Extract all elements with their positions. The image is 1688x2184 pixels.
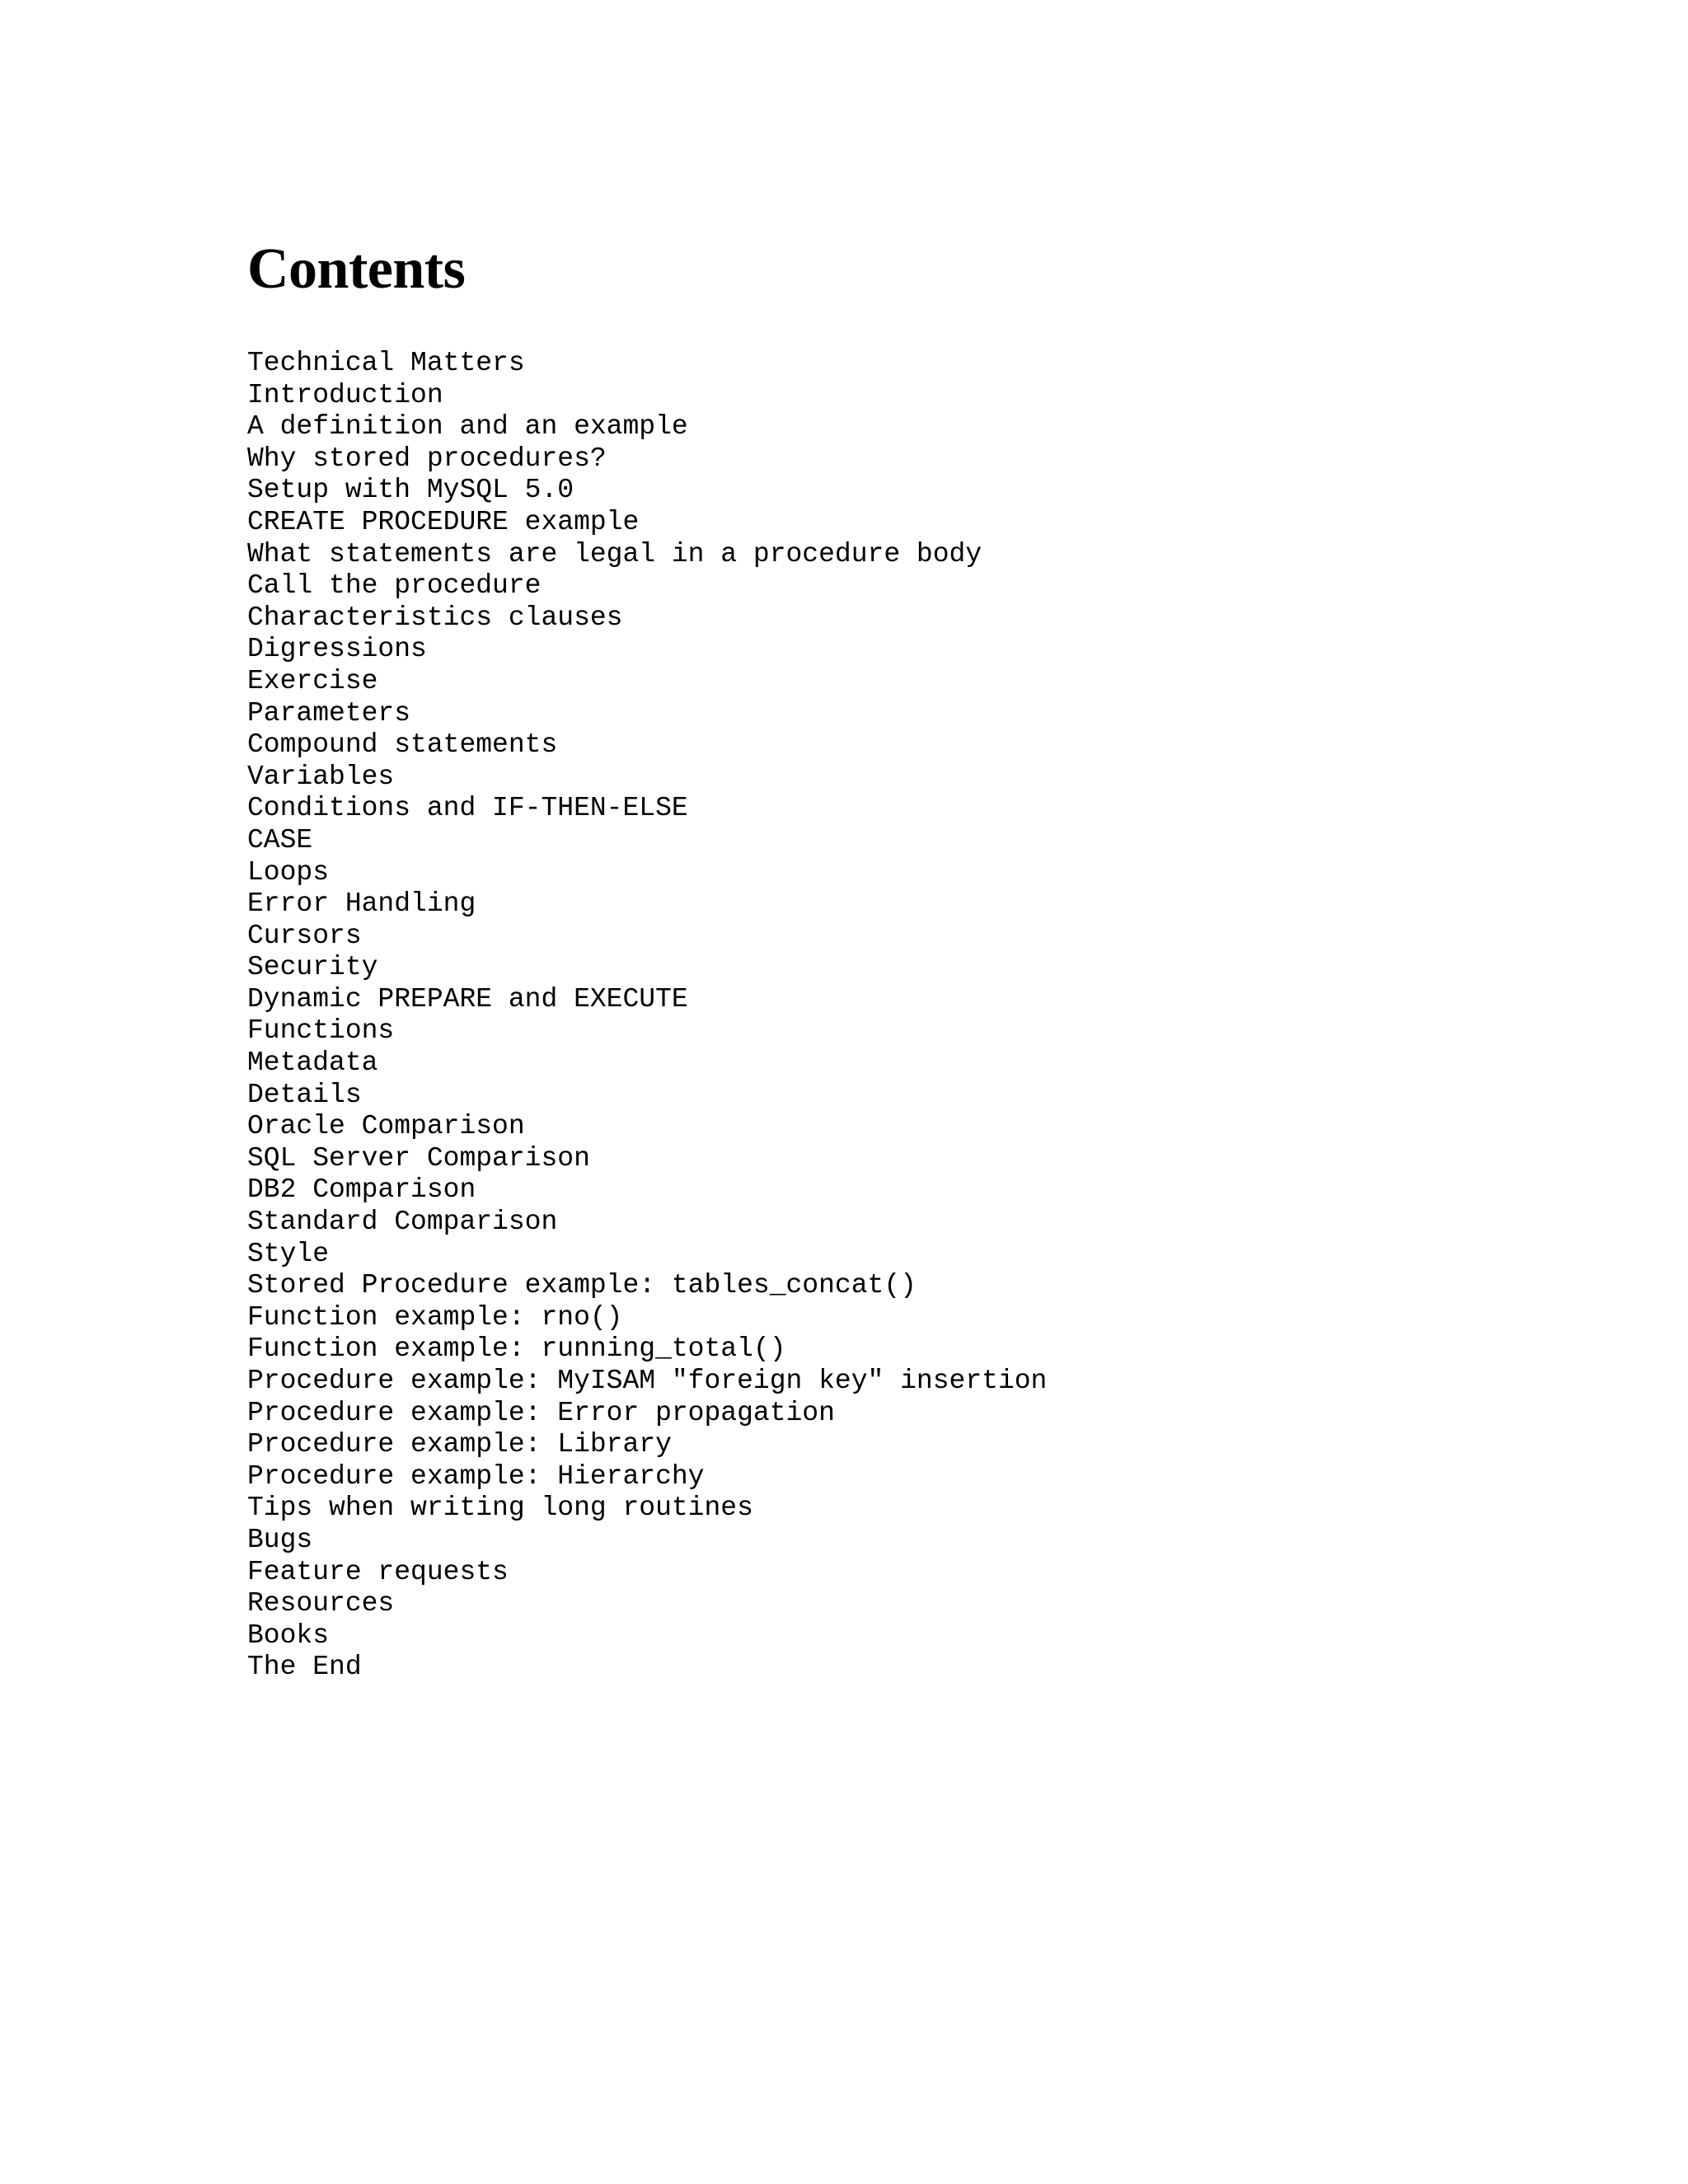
toc-item[interactable]: Cursors <box>247 920 362 951</box>
table-of-contents <box>247 348 1047 1684</box>
toc-item[interactable]: Function example: rno() <box>247 1301 623 1333</box>
toc-item[interactable]: Dynamic PREPARE and EXECUTE <box>247 983 688 1015</box>
toc-item[interactable]: Books <box>247 1619 330 1651</box>
toc-item[interactable]: The End <box>247 1652 362 1683</box>
toc-item[interactable]: Functions <box>247 1015 395 1047</box>
toc-item[interactable]: Bugs <box>247 1524 313 1555</box>
toc-item[interactable]: A definition and an example <box>247 411 688 443</box>
toc-item[interactable]: Feature requests <box>247 1556 509 1587</box>
toc-item[interactable]: SQL Server Comparison <box>247 1142 590 1174</box>
toc-item[interactable]: Stored Procedure example: tables_concat() <box>247 1270 917 1301</box>
toc-item[interactable]: Introduction <box>247 379 443 410</box>
toc-item[interactable]: Details <box>247 1079 362 1110</box>
toc-item[interactable]: Technical Matters <box>247 348 525 378</box>
toc-item[interactable]: DB2 Comparison <box>247 1174 476 1206</box>
toc-item[interactable]: Security <box>247 952 378 983</box>
toc-item[interactable]: CASE <box>247 824 313 855</box>
toc-item[interactable]: Digressions <box>247 634 427 665</box>
toc-item[interactable]: Standard Comparison <box>247 1207 558 1238</box>
toc-item[interactable]: Procedure example: Error propagation <box>247 1397 835 1428</box>
page-title: Contents <box>247 237 466 301</box>
toc-item[interactable]: Tips when writing long routines <box>247 1493 753 1524</box>
toc-item[interactable]: Why stored procedures? <box>247 443 607 474</box>
toc-item[interactable]: Metadata <box>247 1047 378 1079</box>
toc-item[interactable]: Exercise <box>247 665 378 696</box>
toc-item[interactable]: Conditions and IF-THEN-ELSE <box>247 793 688 824</box>
toc-item[interactable]: Loops <box>247 856 330 888</box>
toc-item[interactable]: Procedure example: Hierarchy <box>247 1460 705 1492</box>
toc-item[interactable]: Error Handling <box>247 888 476 920</box>
toc-item[interactable]: Function example: running_total() <box>247 1333 786 1365</box>
toc-item[interactable]: Characteristics clauses <box>247 602 623 633</box>
toc-item[interactable]: Procedure example: MyISAM "foreign key" insertion <box>247 1366 1048 1396</box>
toc-item[interactable]: Oracle Comparison <box>247 1111 525 1142</box>
toc-item[interactable]: Call the procedure <box>247 570 542 602</box>
toc-item[interactable]: Style <box>247 1238 330 1269</box>
toc-item[interactable]: Variables <box>247 761 395 792</box>
toc-item[interactable]: Compound statements <box>247 729 558 761</box>
toc-item[interactable]: Resources <box>247 1588 395 1619</box>
toc-item[interactable]: CREATE PROCEDURE example <box>247 506 640 537</box>
toc-item[interactable]: What statements are legal in a procedure body <box>247 538 982 569</box>
toc-item[interactable]: Procedure example: Library <box>247 1429 672 1460</box>
toc-item[interactable]: Parameters <box>247 697 411 729</box>
toc-item[interactable]: Setup with MySQL 5.0 <box>247 475 574 506</box>
